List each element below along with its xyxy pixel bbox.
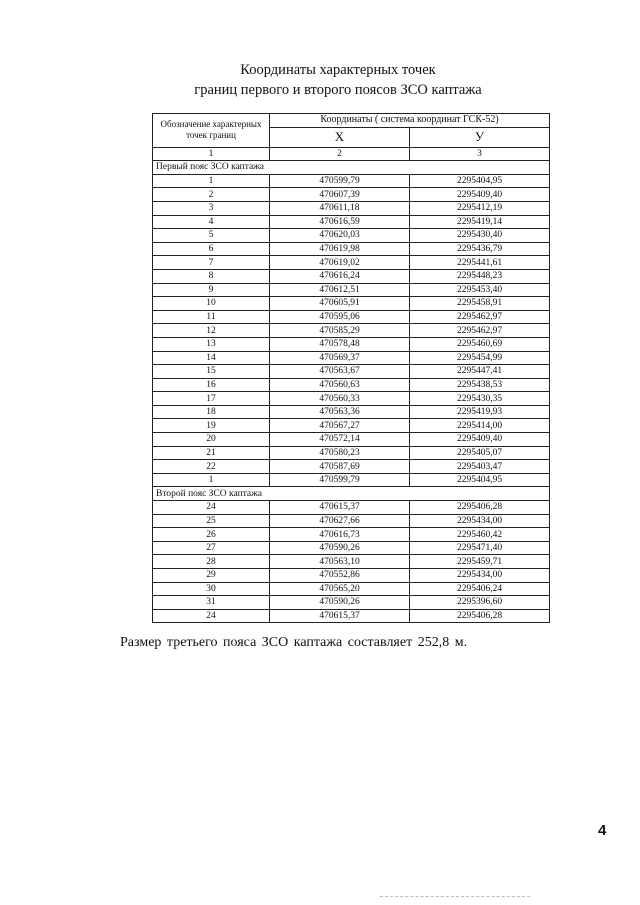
x-coordinate-cell: 470569,37 (270, 351, 410, 365)
x-axis-header: X (270, 127, 410, 147)
point-number-cell: 22 (153, 460, 270, 474)
y-coordinate-cell: 2295454,99 (410, 351, 550, 365)
point-number-cell: 3 (153, 201, 270, 215)
table-row (153, 297, 550, 311)
y-coordinate-cell: 2295404,95 (410, 473, 550, 487)
y-coordinate-cell: 2295404,95 (410, 174, 550, 188)
y-coordinate-cell: 2295434,00 (410, 514, 550, 528)
x-coordinate-cell: 470567,27 (270, 419, 410, 433)
x-coordinate-cell: 470619,98 (270, 242, 410, 256)
y-coordinate-cell: 2295430,35 (410, 392, 550, 406)
point-number-cell: 26 (153, 528, 270, 542)
table-row (153, 256, 550, 270)
coordinates-table (152, 113, 550, 623)
x-coordinate-cell: 470595,06 (270, 310, 410, 324)
point-number-cell: 6 (153, 242, 270, 256)
point-number-cell: 9 (153, 283, 270, 297)
table-row (153, 460, 550, 474)
point-number-cell: 14 (153, 351, 270, 365)
table-body (153, 161, 550, 623)
table-row (153, 365, 550, 379)
y-coordinate-cell: 2295441,61 (410, 256, 550, 270)
point-number-cell: 20 (153, 433, 270, 447)
scan-artifact-line (380, 896, 530, 897)
table-row (153, 541, 550, 555)
y-coordinate-cell: 2295406,24 (410, 582, 550, 596)
x-coordinate-cell: 470563,36 (270, 405, 410, 419)
x-coordinate-cell: 470607,39 (270, 188, 410, 202)
y-coordinate-cell: 2295438,53 (410, 378, 550, 392)
x-coordinate-cell: 470580,23 (270, 446, 410, 460)
y-coordinate-cell: 2295460,69 (410, 337, 550, 351)
y-coordinate-cell: 2295406,28 (410, 609, 550, 623)
column-number: 3 (410, 147, 550, 161)
table-row (153, 337, 550, 351)
point-number-cell: 31 (153, 596, 270, 610)
x-coordinate-cell: 470616,73 (270, 528, 410, 542)
x-coordinate-cell: 470585,29 (270, 324, 410, 338)
x-coordinate-cell: 470563,10 (270, 555, 410, 569)
y-coordinate-cell: 2295436,79 (410, 242, 550, 256)
x-coordinate-cell: 470619,02 (270, 256, 410, 270)
section-title: Второй пояс ЗСО каптажа (153, 487, 550, 501)
table-row (153, 215, 550, 229)
document-title-line-1: Координаты характерных точек (240, 62, 436, 78)
point-number-cell: 16 (153, 378, 270, 392)
y-coordinate-cell: 2295462,97 (410, 310, 550, 324)
y-coordinate-cell: 2295414,00 (410, 419, 550, 433)
y-coordinate-cell: 2295396,60 (410, 596, 550, 610)
point-number-cell: 29 (153, 569, 270, 583)
x-coordinate-cell: 470615,37 (270, 609, 410, 623)
x-coordinate-cell: 470611,18 (270, 201, 410, 215)
y-coordinate-cell: 2295403,47 (410, 460, 550, 474)
column-number: 2 (270, 147, 410, 161)
point-number-cell: 2 (153, 188, 270, 202)
table-row (153, 555, 550, 569)
x-coordinate-cell: 470612,51 (270, 283, 410, 297)
x-coordinate-cell: 470560,33 (270, 392, 410, 406)
x-coordinate-cell: 470620,03 (270, 229, 410, 243)
table-row (153, 269, 550, 283)
document-title-line-2: границ первого и второго поясов ЗСО каптажа (194, 82, 482, 98)
y-coordinate-cell: 2295412,19 (410, 201, 550, 215)
x-coordinate-cell: 470565,20 (270, 582, 410, 596)
point-number-cell: 19 (153, 419, 270, 433)
point-number-cell: 24 (153, 501, 270, 515)
y-coordinate-cell: 2295462,97 (410, 324, 550, 338)
y-coordinate-cell: 2295419,93 (410, 405, 550, 419)
point-number-cell: 18 (153, 405, 270, 419)
point-number-cell: 21 (153, 446, 270, 460)
x-coordinate-cell: 470552,86 (270, 569, 410, 583)
table-row (153, 392, 550, 406)
point-number-cell: 11 (153, 310, 270, 324)
x-coordinate-cell: 470599,79 (270, 473, 410, 487)
point-number-cell: 24 (153, 609, 270, 623)
point-number-cell: 25 (153, 514, 270, 528)
point-number-cell: 4 (153, 215, 270, 229)
point-number-cell: 8 (153, 269, 270, 283)
x-coordinate-cell: 470560,63 (270, 378, 410, 392)
point-number-cell: 12 (153, 324, 270, 338)
table-row (153, 446, 550, 460)
x-coordinate-cell: 470616,59 (270, 215, 410, 229)
designation-header: Обозначение характерных точек границ (153, 114, 270, 148)
table-row (153, 514, 550, 528)
table-row (153, 188, 550, 202)
y-coordinate-cell: 2295448,23 (410, 269, 550, 283)
page-number: 4 (598, 822, 607, 839)
y-coordinate-cell: 2295430,40 (410, 229, 550, 243)
x-coordinate-cell: 470578,48 (270, 337, 410, 351)
table-row (153, 174, 550, 188)
table-row (153, 283, 550, 297)
x-coordinate-cell: 470627,66 (270, 514, 410, 528)
y-coordinate-cell: 2295405,07 (410, 446, 550, 460)
y-coordinate-cell: 2295458,91 (410, 297, 550, 311)
table-row (153, 473, 550, 487)
section-row (153, 161, 550, 175)
point-number-cell: 5 (153, 229, 270, 243)
point-number-cell: 10 (153, 297, 270, 311)
table-row (153, 324, 550, 338)
point-number-cell: 1 (153, 174, 270, 188)
table-row (153, 596, 550, 610)
column-number: 1 (153, 147, 270, 161)
section-title: Первый пояс ЗСО каптажа (153, 161, 550, 175)
column-number-row (153, 147, 550, 161)
y-coordinate-cell: 2295406,28 (410, 501, 550, 515)
y-coordinate-cell: 2295459,71 (410, 555, 550, 569)
table-row (153, 609, 550, 623)
y-coordinate-cell: 2295434,00 (410, 569, 550, 583)
table-row (153, 419, 550, 433)
y-coordinate-cell: 2295453,40 (410, 283, 550, 297)
table-row (153, 501, 550, 515)
table-row (153, 405, 550, 419)
table-row (153, 201, 550, 215)
y-coordinate-cell: 2295419,14 (410, 215, 550, 229)
table-row (153, 433, 550, 447)
x-coordinate-cell: 470615,37 (270, 501, 410, 515)
y-coordinate-cell: 2295471,40 (410, 541, 550, 555)
x-coordinate-cell: 470590,26 (270, 596, 410, 610)
point-number-cell: 17 (153, 392, 270, 406)
point-number-cell: 15 (153, 365, 270, 379)
y-coordinate-cell: 2295460,42 (410, 528, 550, 542)
table-header-row (153, 114, 550, 128)
point-number-cell: 27 (153, 541, 270, 555)
table-row (153, 569, 550, 583)
y-coordinate-cell: 2295409,40 (410, 433, 550, 447)
table-row (153, 310, 550, 324)
x-coordinate-cell: 470605,91 (270, 297, 410, 311)
point-number-cell: 13 (153, 337, 270, 351)
table-row (153, 229, 550, 243)
zone-size-note: Размер третьего пояса ЗСО каптажа составляет 252,8 м. (120, 635, 468, 650)
table-row (153, 378, 550, 392)
point-number-cell: 7 (153, 256, 270, 270)
y-axis-header: У (410, 127, 550, 147)
y-coordinate-cell: 2295409,40 (410, 188, 550, 202)
point-number-cell: 1 (153, 473, 270, 487)
table-row (153, 582, 550, 596)
x-coordinate-cell: 470599,79 (270, 174, 410, 188)
coordinates-header: Координаты ( система координат ГСК-52) (270, 114, 550, 128)
x-coordinate-cell: 470587,69 (270, 460, 410, 474)
x-coordinate-cell: 470590,26 (270, 541, 410, 555)
point-number-cell: 30 (153, 582, 270, 596)
table-row (153, 242, 550, 256)
x-coordinate-cell: 470616,24 (270, 269, 410, 283)
table-row (153, 528, 550, 542)
table-row (153, 351, 550, 365)
point-number-cell: 28 (153, 555, 270, 569)
section-row (153, 487, 550, 501)
x-coordinate-cell: 470572,14 (270, 433, 410, 447)
y-coordinate-cell: 2295447,41 (410, 365, 550, 379)
x-coordinate-cell: 470563,67 (270, 365, 410, 379)
